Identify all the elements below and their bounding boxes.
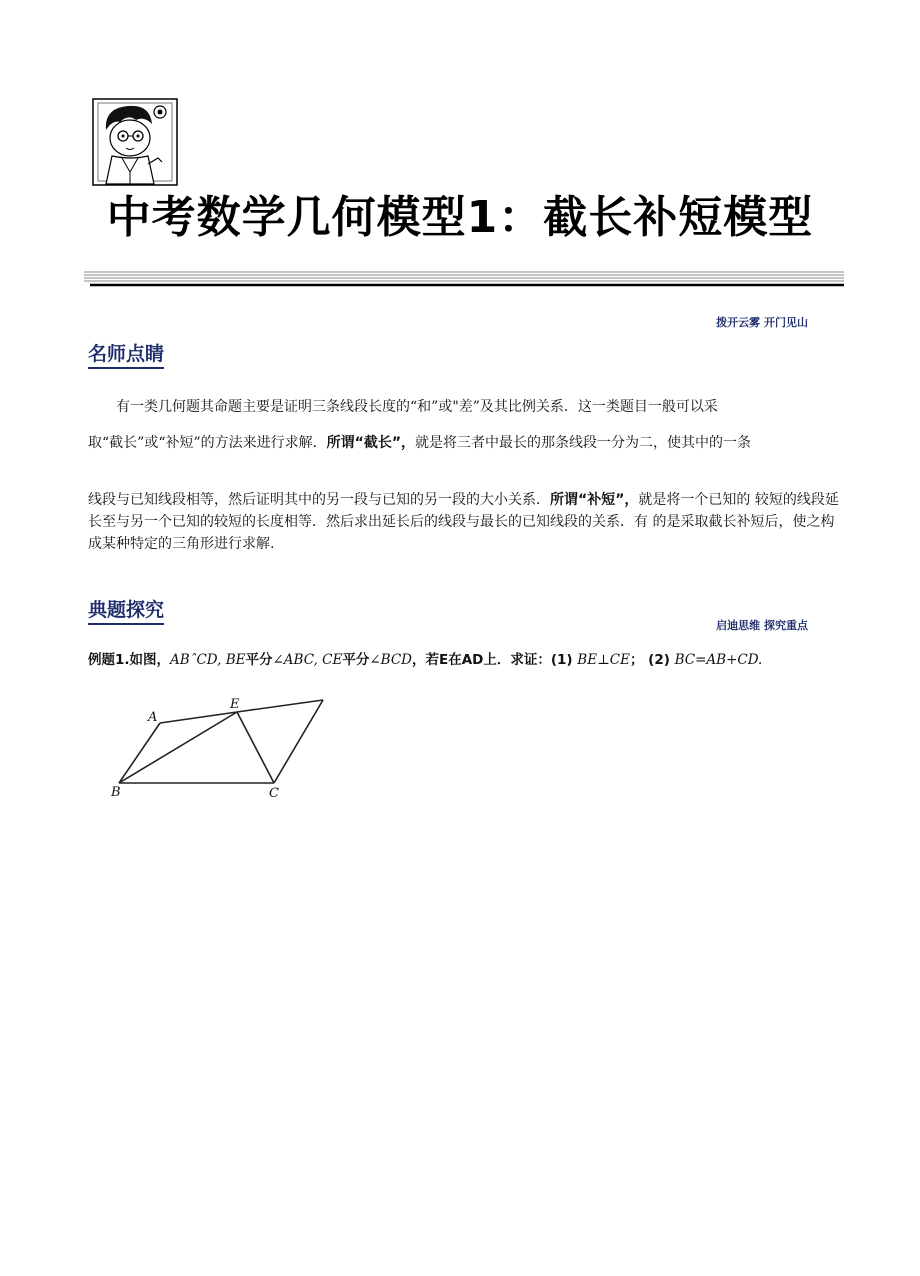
term-cut-long: 所谓“截长”，: [326, 435, 416, 451]
point-label-C: C: [269, 786, 279, 801]
section-heading-teacher-tips: 名师点睛: [88, 342, 164, 369]
point-label-E: E: [230, 697, 240, 712]
example-math: ∠BCD: [369, 652, 412, 668]
example-problem: [88, 649, 848, 671]
section-tag-inspire: 启迪思维 探究重点: [716, 619, 808, 632]
page-title: 中考数学几何模型1：截长补短模型: [106, 192, 814, 243]
intro-paragraph-1: 有一类几何题其命题主要是证明三条线段长度的“和”或"差”及其比例关系．这一类题目一般可以采: [116, 399, 718, 415]
segment-AE: [160, 712, 237, 723]
segment-CE: [237, 712, 274, 783]
segment-AB: [119, 723, 160, 783]
geometry-figure: [105, 690, 335, 805]
example-math: BC=AB+CD.: [674, 652, 763, 668]
example-math: BE⊥CE: [577, 652, 630, 668]
example-text: 平分: [245, 652, 273, 668]
section-tag-reveal: 拨开云雾 开门见山: [716, 316, 808, 329]
example-label: 例题1.: [88, 652, 130, 668]
example-text: ，若E在AD上．求证：(1): [411, 652, 578, 668]
term-extend-short: 所谓“补短”，: [550, 492, 639, 508]
segment-BE: [119, 712, 237, 783]
point-label-A: A: [148, 710, 158, 725]
cartoon-mascot-image: [92, 98, 178, 186]
example-text: 如图，: [129, 652, 171, 668]
intro-text: 就是将一个已知的 较短的线段延长至与另一个已知的较短的长度相等．然后求出延长后的线段与最长的已知线段的关系．有 的是采取截长补短后，使之构成某种特定的三角形进行求解.: [88, 492, 839, 552]
intro-text: 取“截长”或“补短”的方法来进行求解．: [88, 435, 327, 451]
segment-ED: [237, 700, 323, 712]
title-divider: [84, 270, 844, 288]
example-math: ∠ABC, CE: [272, 652, 343, 668]
intro-paragraph-3: [88, 489, 840, 555]
section-heading-typical-problems: 典题探究: [88, 598, 164, 625]
intro-text: 线段与已知线段相等，然后证明其中的另一段与已知的另一段的大小关系．: [88, 492, 550, 508]
segment-CD: [274, 700, 323, 783]
intro-text: 就是将三者中最长的那条线段一分为二，使其中的一条: [415, 435, 752, 451]
example-text: 平分: [342, 652, 370, 668]
example-text: ； (2): [629, 652, 675, 668]
intro-paragraph-2: [88, 432, 840, 454]
example-math: ABˆCD, BE: [170, 652, 246, 668]
point-label-B: B: [111, 785, 121, 800]
